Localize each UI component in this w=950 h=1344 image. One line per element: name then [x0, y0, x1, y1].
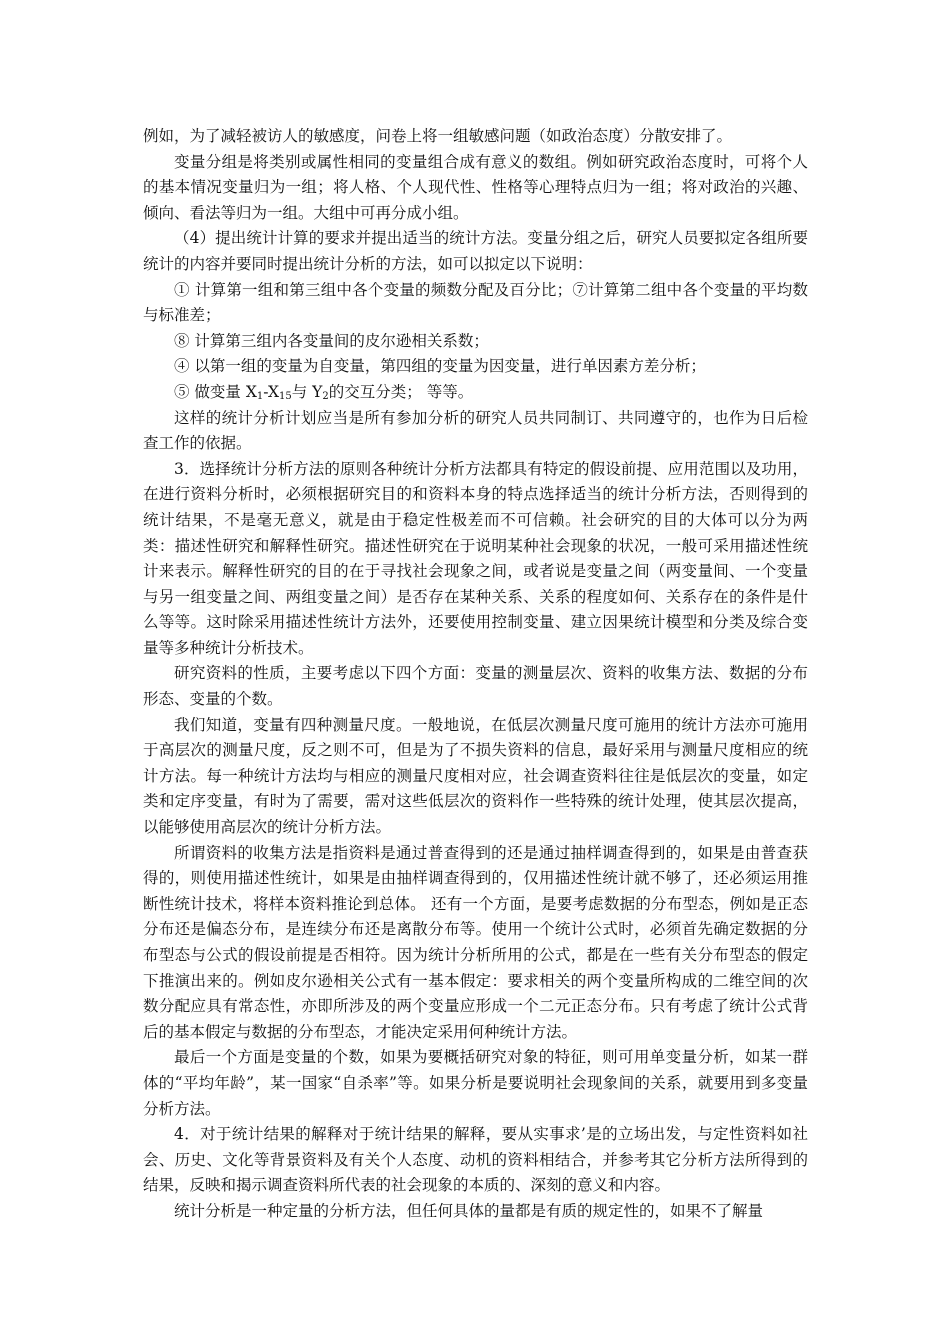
subscript: 15	[279, 390, 292, 402]
list-item: ⑧ 计算第三组内各变量间的皮尔逊相关系数；	[174, 331, 489, 350]
paragraph: 例如，为了减轻被访人的敏感度，问卷上将一组敏感问题（如政治态度）分散安排了。	[143, 127, 733, 145]
list-item	[143, 380, 808, 406]
list-item: ④ 以第一组的变量为自变量，第四组的变量为因变量，进行单因素方差分析；	[174, 357, 706, 376]
item5-suffix: 的交互分类； 等等。	[328, 382, 474, 401]
paragraph: （4）提出统计计算的要求并提出适当的统计方法。变量分组之后，研究人员要拟定各组所要统计的内容并要同时提出统计分析的方法，如可以拟定以下说明：	[143, 229, 808, 273]
document-body	[143, 124, 808, 1225]
paragraph: 这样的统计分析计划应当是所有参加分析的研究人员共同制订、共同遵守的，也作为日后检查工作的依据。	[143, 408, 808, 453]
subscript: 1	[256, 390, 264, 402]
item5-mid: -X	[263, 382, 279, 401]
paragraph: 研究资料的性质，主要考虑以下四个方面：变量的测量层次、资料的收集方法、数据的分布形态、变量的个数。	[143, 664, 808, 709]
item5-prefix: ⑤ 做变量 X	[174, 382, 257, 401]
paragraph: 所谓资料的收集方法是指资料是通过普查得到的还是通过抽样调查得到的，如果是由普查获得的，则使用描述性统计，如果是由抽样调查得到的，仅用描述性统计就不够了，还必须运用推断性统计技术，将样本资料推论到总体。 还有一个方面，是要考虑数据的分布型态，例如是正态分布还是偏态分布，是连续分布还是离散分布等。使用一个统计公式时，必须首先确定数据的分布型态与公式的假设前提是否相符。因为统计分析所用的公式，都是在一些有关分布型态的假定下推演出来的。例如皮尔逊相关公式有一基本假定：要求相关的两个变量所构成的二维空间的次数分配应具有常态性，亦即所涉及的两个变量应形成一个二元正态分布。只有考虑了统计公式背后的基本假定与数据的分布型态，才能决定采用何种统计方法。	[143, 843, 808, 1041]
paragraph: 最后一个方面是变量的个数，如果为要概括研究对象的特征，则可用单变量分析，如某一群体的“平均年龄”，某一国家“自杀率”等。如果分析是要说明社会现象间的关系，就要用到多变量分析方法。	[143, 1048, 808, 1118]
paragraph: 4．对于统计结果的解释对于统计结果的解释，要从实事求’是的立场出发，与定性资料如社会、历史、文化等背景资料及有关个人态度、动机的资料相结合，并参考其它分析方法所得到的结果，反映和揭示调查资料所代表的社会现象的本质的、深刻的意义和内容。	[143, 1125, 808, 1195]
item5-mid: 与 Y	[291, 382, 323, 401]
list-item: ① 计算第一组和第三组中各个变量的频数分配及百分比；⑦计算第二组中各个变量的平均数与标准差；	[143, 280, 808, 325]
subscript: 2	[322, 390, 329, 402]
paragraph: 我们知道，变量有四种测量尺度。一般地说，在低层次测量尺度可施用的统计方法亦可施用于高层次的测量尺度，反之则不可，但是为了不损失资料的信息，最好采用与测量尺度相应的统计方法。每一种统计方法均与相应的测量尺度相对应，社会调查资料往往是低层次的变量，如定类和定序变量，有时为了需要，需对这些低层次的资料作一些特殊的统计处理，使其层次提高，以能够使用高层次的统计分析方法。	[143, 715, 808, 837]
paragraph: 3．选择统计分析方法的原则各种统计分析方法都具有特定的假设前提、应用范围以及功用，在进行资料分析时，必须根据研究目的和资料本身的特点选择适当的统计分析方法，否则得到的统计结果，不是毫无意义，就是由于稳定性极差而不可信赖。社会研究的目的大体可以分为两类：描述性研究和解释性研究。描述性研究在于说明某种社会现象的状况，一般可采用描述性统计来表示。解释性研究的目的在于寻找社会现象之间，或者说是变量之间（两变量间、一个变量与另一组变量之间、两组变量之间）是否存在某种关系、关系的程度如何、关系存在的条件是什么等等。这时除采用描述性统计方法外，还要使用控制变量、建立因果统计模型和分类及综合变量等多种统计分析技术。	[143, 459, 808, 657]
paragraph: 统计分析是一种定量的分析方法，但任何具体的量都是有质的规定性的，如果不了解量	[174, 1201, 764, 1220]
paragraph: 变量分组是将类别或属性相同的变量组合成有意义的数组。例如研究政治态度时，可将个人的基本情况变量归为一组；将人格、个人现代性、性格等心理特点归为一组；将对政治的兴趣、倾向、看法等归为一组。大组中可再分成小组。	[143, 152, 808, 222]
